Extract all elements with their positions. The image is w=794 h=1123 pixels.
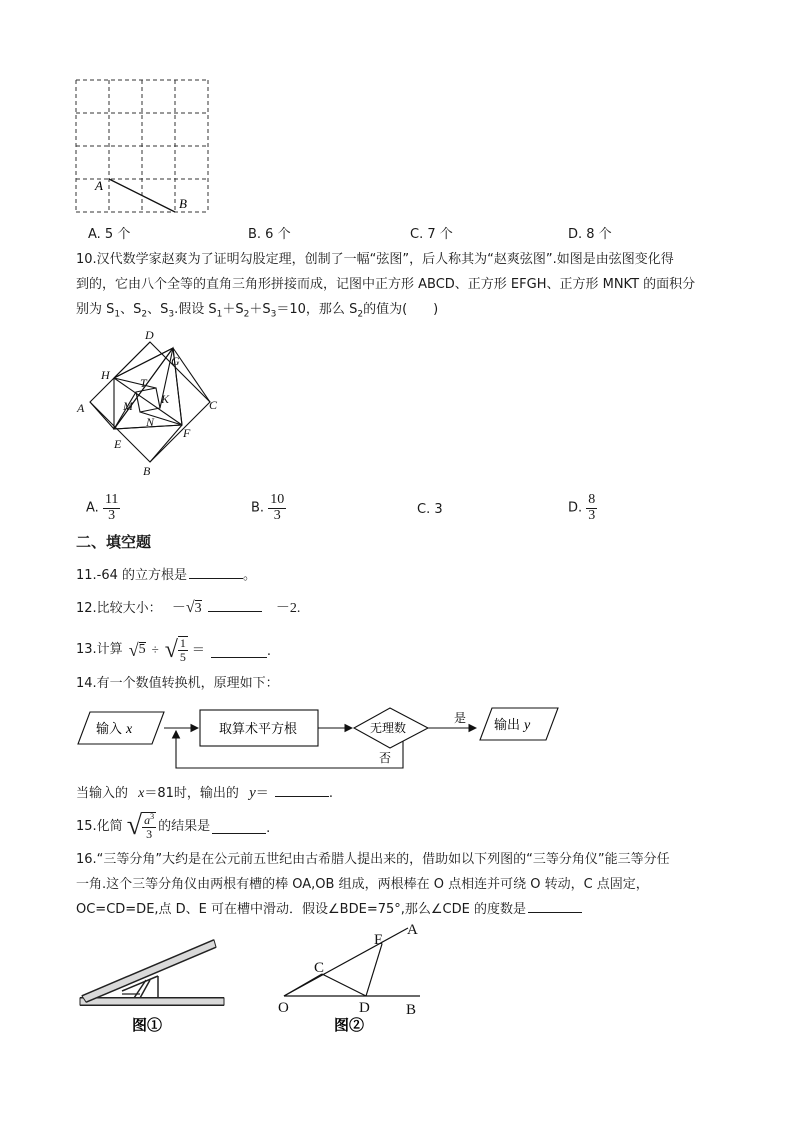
q11-blank [189,577,243,579]
label-k: K [161,392,170,406]
q15: 15.化简 √ $\frac{a^3}{3}$ 的结果是 . [76,810,271,842]
label-a: A [407,922,418,938]
trisector-device-figure [76,936,230,1036]
q13-blank [211,656,267,658]
label-d: D [145,328,154,342]
q10-line-3: 别为 $S_1$、$S_2$、$S_3$.假设 $S_1+S_2+S_3=10$，那么 $S_2$的值为( ) [76,302,439,320]
grid-figure [70,76,215,216]
q14-question: 当输入的 x＝81时，输出的 y＝ . [76,785,334,801]
q10-line-1: 10.汉代数学家赵爽为了证明勾股定理，创制了一幅“弦图”，后人称其为“赵爽弦图”.如图是由弦图变化得 [76,252,674,267]
q10-option-c: C. 3 [417,502,443,517]
fig1-caption: 图① [132,1018,163,1034]
q16-line-2: 一角.这个三等分角仪由两根有槽的棒 OA,OB 组成，两根棒在 O 点相连并可绕 O 转动，C 点固定， [76,877,649,892]
q9-option-b: B. 6 个 [248,227,291,242]
label-g: G [171,354,180,368]
q10-line-2: 到的，它由八个全等的直角三角形拼接而成，记图中正方形 ABCD、正方形 EFGH、正方形 MNKT 的面积分 [76,277,696,292]
q16-line-3: OC=CD=DE,点 D、E 可在槽中滑动．假设∠BDE=75°,那么∠CDE 的度数是 [76,903,582,916]
q11: 11.-64 的立方根是 。 [76,568,257,583]
q9-option-c: C. 7 个 [410,227,453,242]
q12: 12.比较大小： －√3 －2. [76,599,301,616]
trisector-geometry-figure [270,918,450,1038]
label-e: E [114,437,122,451]
no-label: 否 [379,751,392,765]
q10-option-d: D. $\frac{8}{3}$ [568,492,596,523]
label-o: O [278,1000,289,1016]
label-c: C [314,960,325,976]
label-e: E [374,932,384,948]
label-h: H [101,368,110,382]
q15-blank [212,832,266,834]
point-label-b: B [179,196,187,211]
label-b: B [406,1002,417,1018]
input-label: 输入 x [96,721,133,737]
flowchart [76,700,566,774]
label-n: N [146,415,155,429]
point-label-a: A [95,178,103,193]
q14-blank [275,795,329,797]
output-label: 输出 y [494,717,531,733]
q14-text: 14.有一个数值转换机，原理如下： [76,676,279,691]
q12-blank [208,610,262,612]
label-t: T [140,376,147,390]
q9-option-d: D. 8 个 [568,227,612,242]
label-m: M [123,399,133,413]
yes-label: 是 [454,711,467,725]
q10-option-b: B. $\frac{10}{3}$ [251,492,285,523]
process-label: 取算术平方根 [219,721,298,736]
label-b: B [143,464,151,478]
label-f: F [183,426,191,440]
q16-line-1: 16.“三等分角”大约是在公元前五世纪由古希腊人提出来的，借助如以下列图的“三等分角仪”能三等分任 [76,852,670,867]
fig2-caption: 图② [334,1018,365,1034]
label-d: D [359,1000,370,1016]
section-title: 二、填空题 [76,533,152,551]
zhao-shuang-figure [70,326,230,480]
label-a: A [77,401,85,415]
q9-option-a: A. 5 个 [88,227,131,242]
label-c: C [209,398,218,412]
q16-blank [528,911,582,913]
decision-label: 无理数 [370,721,407,735]
q13: 13.计算 √ 5 ÷ √ $\frac{1}{5}$ ＝ . [76,636,272,664]
q10-option-a: A. $\frac{11}{3}$ [86,492,119,523]
